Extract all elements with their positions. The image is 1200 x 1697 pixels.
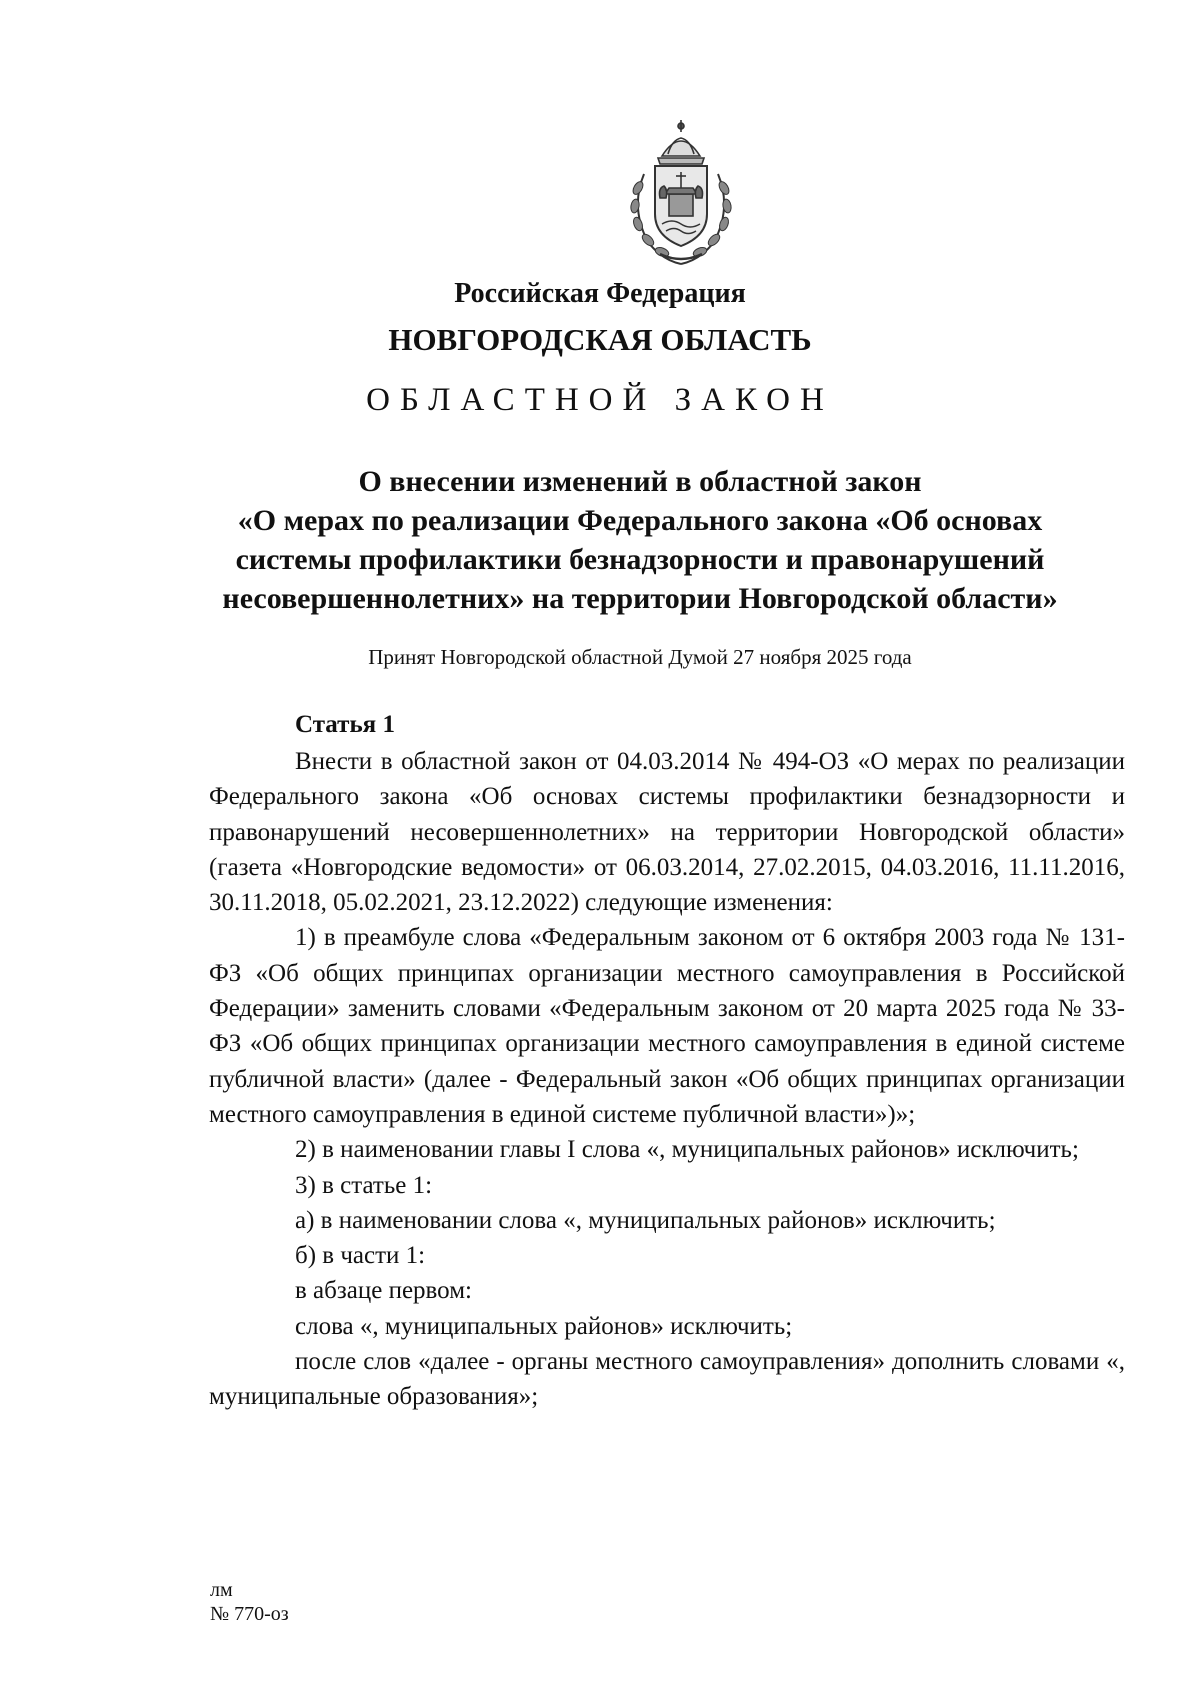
document-footer xyxy=(210,1578,289,1626)
article-paragraph: слова «, муниципальных районов» исключить; xyxy=(295,1312,793,1340)
article-heading: Статья 1 xyxy=(295,711,395,738)
article-paragraph: 3) в статье 1: xyxy=(295,1171,433,1199)
adoption-note: Принят Новгородской областной Думой 27 ноября 2025 года xyxy=(368,645,912,669)
country-name: Российская Федерация xyxy=(454,278,746,309)
article-paragraph: 2) в наименовании главы I слова «, муниципальных районов» исключить; xyxy=(295,1136,1079,1164)
law-title-line: несовершеннолетних» на территории Новгородской области» xyxy=(222,582,1058,615)
footer-number: № 770-оз xyxy=(210,1603,289,1625)
region-name: НОВГОРОДСКАЯ ОБЛАСТЬ xyxy=(388,322,812,357)
document-type: ОБЛАСТНОЙ ЗАКОН xyxy=(366,382,834,418)
footer-initials: лм xyxy=(210,1579,233,1601)
article-paragraph: в абзаце первом: xyxy=(295,1277,472,1305)
coat-of-arms-emblem xyxy=(622,118,740,268)
law-title xyxy=(200,462,1080,618)
article-paragraph: после слов «далее - органы местного самоуправления» дополнить словами «, муниципальные образования»; xyxy=(209,1348,1125,1411)
article-paragraph: б) в части 1: xyxy=(295,1242,426,1270)
article-paragraph: а) в наименовании слова «, муниципальных районов» исключить; xyxy=(295,1206,996,1234)
law-title-line: О внесении изменений в областной закон xyxy=(358,465,922,498)
law-title-line: системы профилактики безнадзорности и правонарушений xyxy=(235,543,1045,576)
article-paragraph: 1) в преамбуле слова «Федеральным законом от 6 октября 2003 года № 131-ФЗ «Об общих принципах организации местного самоуправления в Российской Федерации» заменить словами «Федеральным законом от 20 марта 2025 года № 33-ФЗ «Об общих принципах организации местного самоуправления в единой системе публичной власти» (далее - Федеральный закон «Об общих принципах организации местного самоуправления в единой системе публичной власти»)»; xyxy=(209,924,1125,1128)
law-title-line: «О мерах по реализации Федерального закона «Об основах xyxy=(237,504,1043,537)
article-body xyxy=(209,744,1125,1415)
article-paragraph: Внести в областной закон от 04.03.2014 № 494-ОЗ «О мерах по реализации Федерального закона «Об основах системы профилактики безнадзорности и правонарушений несовершеннолетних» на территории Новгородской области» (газета «Новгородские ведомости» от 06.03.2014, 27.02.2015, 04.03.2016, 11.11.2016, 30.11.2018, 05.02.2021, 23.12.2022) следующие изменения: xyxy=(209,748,1125,917)
